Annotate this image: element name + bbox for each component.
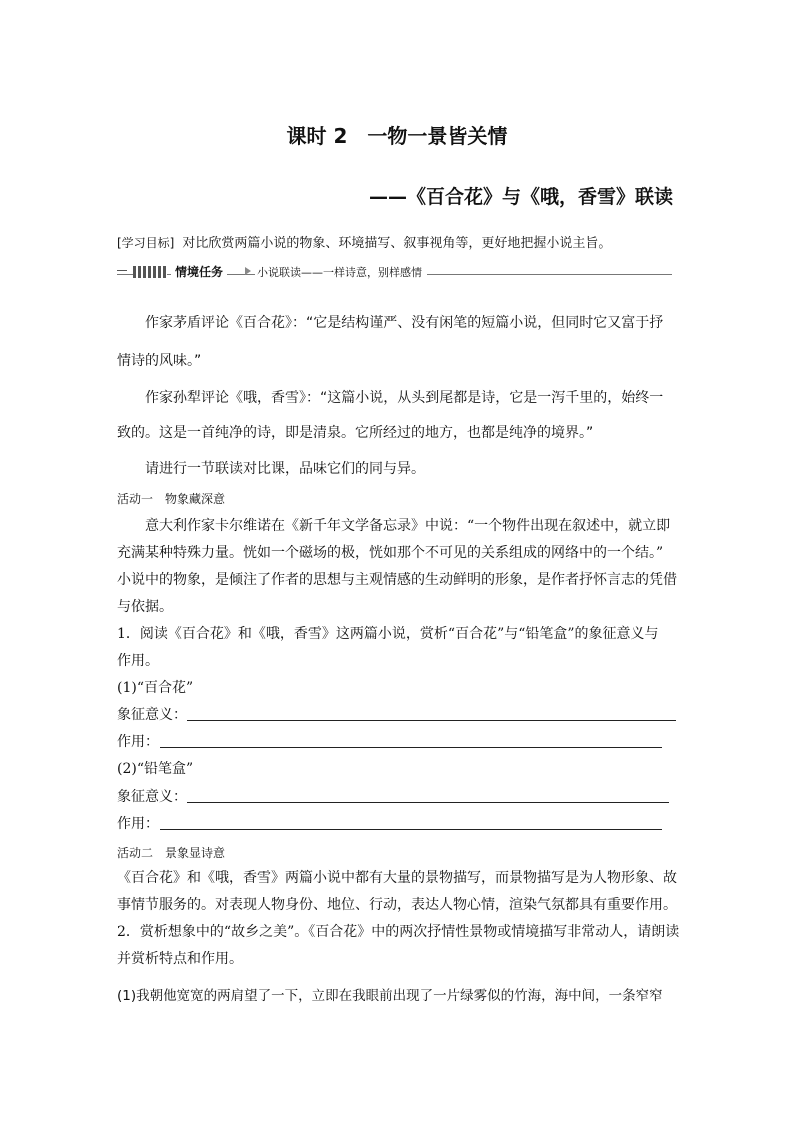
intro-p3: 请进行一节联读对比课，品味它们的同与异。 [145,461,425,477]
question2-line1: 2．赏析想象中的“故乡之美”。《百合花》中的两次抒情性景物或情境描写非常动人，请朗读 [117,924,680,940]
triangle-arrow-icon [245,267,251,275]
activity2-line2: 事情节服务的。对表现人物身份、地位、行动，表达人物心情，渲染气氛都具有重要作用。 [117,897,677,913]
activity2-heading: 活动二 景象显诗意 [117,846,226,860]
question1-line1: 1．阅读《百合花》和《哦，香雪》这两篇小说，赏析“百合花”与“铅笔盒”的象征意义与 [117,626,659,642]
question1-line2: 作用。 [117,653,159,669]
symbol-label-1: 象征意义： [117,707,187,723]
answer-line-symbol-2[interactable] [187,802,669,803]
role-label-1: 作用： [117,734,159,750]
intro-p2-line1: 作家孙犁评论《哦，香雪》：“这篇小说，从头到尾都是诗，它是一泻千里的，始终一 [145,390,664,406]
excerpt-1: (1)我朝他宽宽的两肩望了一下，立即在我眼前出现了一片绿雾似的竹海，海中间，一条窄窄 [117,988,663,1004]
banner-bars-icon [133,266,167,278]
banner-subtitle: 小说联读——一样诗意，别样感情 [255,264,427,280]
learning-goal [117,232,611,251]
learning-goal-tag: [学习目标] [117,236,175,250]
item-pencil-box: (2)“铅笔盒” [117,761,194,777]
intro-p1-line1: 作家茅盾评论《百合花》：“它是结构谨严、没有闲笔的短篇小说，但同时它又富于抒 [145,315,664,331]
item-baihehua: (1)“百合花” [117,680,194,696]
activity1-line1: 意大利作家卡尔维诺在《新千年文学备忘录》中说：“一个物件出现在叙述中，就立即 [145,518,671,534]
role-label-2: 作用： [117,816,159,832]
intro-p1-line2: 情诗的风味。” [117,353,202,369]
activity1-line4: 与依据。 [117,599,173,615]
intro-p2-line2: 致的。这是一首纯净的诗，即是清泉。它所经过的地方，也都是纯净的境界。” [117,425,594,441]
answer-line-symbol-1[interactable] [187,720,676,721]
task-banner [117,264,672,280]
banner-label: 情境任务 [171,263,227,280]
answer-line-role-2[interactable] [160,829,662,830]
activity1-line2: 充满某种特殊力量。恍如一个磁场的极，恍如那个不可见的关系组成的网络中的一个结。” [117,545,664,561]
activity1-line3: 小说中的物象，是倾注了作者的思想与主观情感的生动鲜明的形象，是作者抒怀言志的凭借 [117,572,677,588]
question2-line2: 并赏析特点和作用。 [117,951,243,967]
symbol-label-2: 象征意义： [117,789,187,805]
page-subtitle: ——《百合花》与《哦，香雪》联读 [368,186,673,208]
answer-line-role-1[interactable] [160,747,662,748]
activity2-line1: 《百合花》和《哦，香雪》两篇小说中都有大量的景物描写，而景物描写是为人物形象、故 [117,870,677,886]
learning-goal-text: 对比欣赏两篇小说的物象、环境描写、叙事视角等，更好地把握小说主旨。 [182,236,612,251]
activity1-heading: 活动一 物象藏深意 [117,492,226,506]
page-title: 课时 2 一物一景皆关情 [286,124,508,148]
banner-dash [117,270,127,271]
